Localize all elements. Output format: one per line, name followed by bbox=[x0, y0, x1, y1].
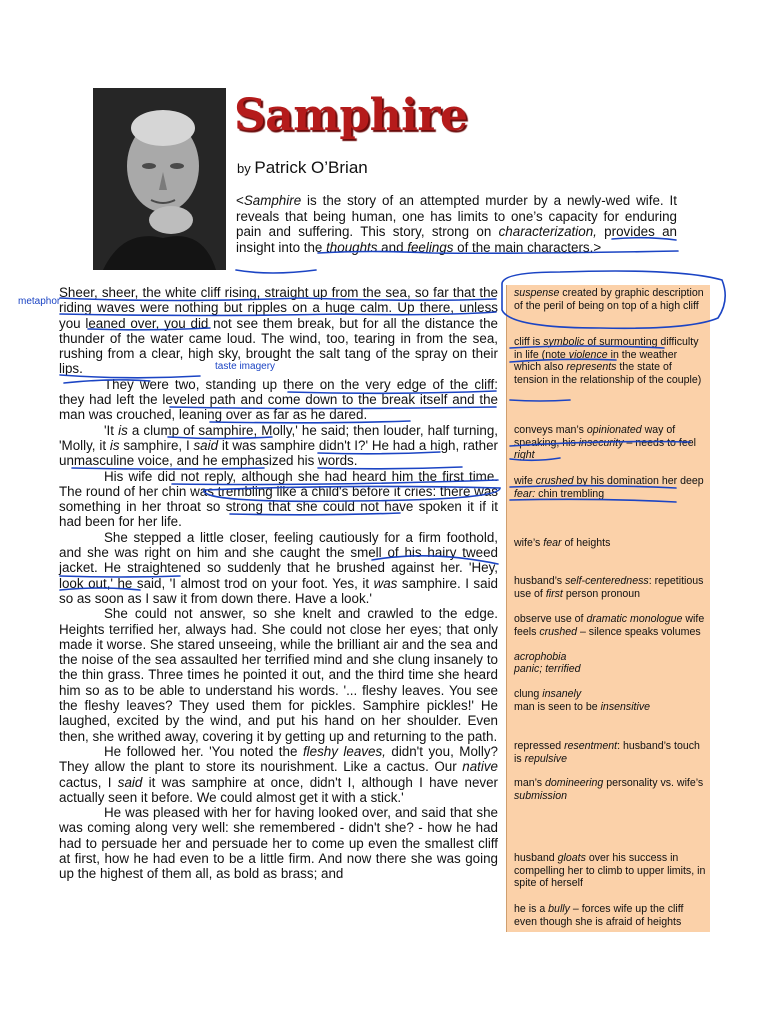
author-name: Patrick O’Brian bbox=[254, 158, 368, 177]
intro-em-2: thoughts bbox=[326, 240, 378, 256]
n8-a: acrophobia bbox=[514, 651, 567, 663]
note-bully bbox=[514, 903, 706, 928]
paragraph-2: They were two, standing up there on the very edge of the cliff: they had left the leveled path and come down to the break itself and the man was crouched, leaning over as far as he dared. bbox=[59, 376, 498, 423]
p5-a: She stepped a little closer, feeling cautiously for a firm foothold, and she was right on him and she caught the smell of his hairy tweed jacket. He straightened so suddenly that he brushed against her. 'Hey, look out,' he said, 'I almost trod on your foot. Yes, it bbox=[59, 529, 498, 591]
note-opinionated bbox=[514, 424, 706, 462]
paragraph-6: She could not answer, so she knelt and crawled to the edge. Heights terrified her, always had. She could not close her eyes; that only made it worse. She stared unseeing, while the brilliant air and the sea and the noise of the sea assaulted her terrified mind and she clung insanely to the thin grass. Three times he pointed it out, and the third time she heard him so as to be able to understand his words. '... fleshy leaves. You see the fleshy leaves? They used them for pickles. Samphire pickles!' He laughed, excited by the wind, and put his hand on her shoulder. Even then, she writhed away, covering it by getting up and returning to the path. bbox=[59, 606, 498, 744]
n12-b: resentment bbox=[564, 740, 618, 752]
p7-g: it was samphire at once, didn't I, although I have never actually seen it before. We could almost get it with a stick.' bbox=[59, 774, 498, 805]
n14-b: gloats bbox=[557, 852, 586, 864]
paragraph-1: Sheer, sheer, the white cliff rising, straight up from the sea, so far that the riding waves were nothing but ripples on a huge calm. Up there, unless you leaned over, you did not see them break, but for all the distance the thunder of the water came loud. The wind, too, tearing in from the sea, rushing from a clear, high sky, brought the salt tang of the spray on their lips. bbox=[59, 285, 498, 377]
intro-story-title: Samphire bbox=[243, 193, 302, 208]
note-domineering bbox=[514, 777, 706, 802]
p3-a: 'It bbox=[104, 422, 119, 438]
n10-a: clung bbox=[514, 688, 543, 700]
n9-a: panic; terrified bbox=[514, 663, 581, 675]
n3-b: opinionated bbox=[586, 424, 642, 436]
n4-d: fear: bbox=[514, 487, 536, 500]
note-gloats bbox=[514, 852, 706, 890]
n5-a: wife’s bbox=[514, 537, 544, 549]
page-title: Samphire bbox=[234, 90, 468, 141]
n13-b: domineering bbox=[545, 777, 604, 789]
p3-d: is bbox=[109, 437, 120, 453]
n4-b: crushed bbox=[535, 475, 574, 487]
p5-b: was bbox=[373, 575, 398, 591]
n13-d: submission bbox=[514, 789, 567, 802]
n2-e: in the weather which also bbox=[514, 348, 678, 374]
n7-e: – silence speaks volumes bbox=[577, 625, 701, 638]
n11-a: man is seen to be bbox=[514, 701, 601, 713]
intro-text-3: and bbox=[377, 240, 408, 256]
n15-c: – forces wife up the cliff even though she is afraid of heights bbox=[514, 903, 684, 928]
intro-summary bbox=[236, 193, 677, 256]
note-panic bbox=[514, 663, 706, 676]
story-text bbox=[59, 285, 498, 882]
n2-d: violence bbox=[568, 348, 608, 361]
n12-d: repulsive bbox=[524, 752, 567, 765]
p7-f: said bbox=[117, 774, 143, 790]
handwritten-metaphor-label: metaphor bbox=[18, 296, 61, 307]
note-insensitive bbox=[514, 701, 706, 714]
n14-c: over his success in compelling her to climb to upper limits, in spite of herself bbox=[514, 852, 706, 890]
annotation-sidebar bbox=[506, 285, 710, 932]
n2-b: symbolic bbox=[543, 336, 585, 348]
n3-d: insecurity bbox=[578, 436, 624, 449]
note-crushed bbox=[514, 475, 706, 500]
author-photo bbox=[93, 88, 226, 270]
n1-b: created by graphic description of the peril of being on top of a high cliff bbox=[514, 287, 704, 312]
n2-f: represents bbox=[566, 361, 617, 374]
n11-b: insensitive bbox=[600, 701, 651, 713]
note-dramatic-monologue bbox=[514, 613, 706, 638]
byline-prefix: by bbox=[237, 161, 251, 176]
n1-a: suspense bbox=[514, 287, 560, 299]
paragraph-3 bbox=[59, 423, 498, 469]
intro-text-1: is the story of an attempted murder by a newly-wed wife. It reveals that being human, one has limits to one’s capacity for enduring pain and suffering. This story, strong on bbox=[236, 193, 677, 240]
n6-d: first bbox=[545, 587, 563, 600]
note-acrophobia bbox=[514, 651, 706, 664]
n7-a: observe use of bbox=[514, 613, 587, 625]
n4-e: chin trembling bbox=[535, 487, 605, 500]
paragraph-8: He was pleased with her for having looked over, and said that she was coming along very well: she remembered - didn't she? - how he had had to persuade her and persuade her to come up even the smallest cliff at first, how he had even to be a little firm. And now there she was going up the highest of them all, as bold as brass; and bbox=[59, 805, 498, 882]
n6-b: self-centeredness bbox=[565, 575, 649, 587]
n2-a: cliff is bbox=[514, 336, 544, 348]
n4-c: by his domination her deep bbox=[573, 475, 704, 487]
p7-b: fleshy leaves, bbox=[302, 743, 386, 759]
intro-em-3: feelings bbox=[407, 240, 454, 256]
n7-c: wife feels bbox=[514, 613, 705, 638]
p7-c: didn't you, Molly? They allow the plant to store its nourishment. Like a cactus. Our bbox=[59, 743, 498, 775]
n12-c: : husband’s touch is bbox=[514, 740, 700, 765]
p3-g: it was samphire didn't I?' He had a high, rather unmasculine voice, and he emphasized his words. bbox=[59, 437, 498, 469]
n3-c: way of speaking, his bbox=[514, 424, 676, 449]
n6-e: person pronoun bbox=[562, 587, 641, 600]
n14-a: husband bbox=[514, 852, 558, 864]
byline bbox=[237, 158, 368, 178]
p3-e: samphire, I bbox=[119, 437, 194, 453]
n2-g: the state of tension in the relationship of the couple) bbox=[514, 361, 702, 386]
p7-e: cactus, I bbox=[59, 774, 118, 790]
p7-d: native bbox=[462, 759, 498, 775]
intro-open: < bbox=[236, 193, 244, 208]
intro-text-2: provides an insight into the bbox=[236, 224, 677, 256]
paragraph-5 bbox=[59, 530, 498, 606]
p7-a: He followed her. 'You noted the bbox=[104, 743, 303, 759]
note-suspense bbox=[514, 287, 706, 312]
underline-characters bbox=[236, 270, 316, 273]
n13-a: man’s bbox=[514, 777, 546, 789]
n7-b: dramatic monologue bbox=[586, 613, 683, 625]
n3-a: conveys man’s bbox=[514, 424, 587, 436]
n2-c: of surmounting difficulty in life (note bbox=[514, 336, 699, 361]
n5-c: of heights bbox=[561, 537, 611, 549]
n6-c: : repetitious use of bbox=[514, 575, 704, 600]
note-resentment bbox=[514, 740, 706, 765]
n3-e: – needs to feel bbox=[623, 436, 696, 449]
n6-a: husband’s bbox=[514, 575, 566, 587]
n3-f: right bbox=[514, 449, 535, 462]
p3-c: a clump of samphire, Molly,' he said; then louder, half turning, 'Molly, it bbox=[59, 422, 499, 453]
intro-em-1: characterization, bbox=[498, 224, 597, 240]
n15-b: bully bbox=[548, 903, 570, 915]
n15-a: he is a bbox=[514, 903, 549, 915]
n12-a: repressed bbox=[514, 740, 565, 752]
n7-d: crushed bbox=[539, 625, 578, 638]
intro-text-4: of the main characters.> bbox=[453, 240, 602, 256]
note-self-centeredness bbox=[514, 575, 706, 600]
author-portrait-image bbox=[93, 88, 226, 270]
p5-c: samphire. I said so as soon as I saw it from down there. Have a look.' bbox=[59, 575, 498, 606]
p3-b: is bbox=[118, 422, 128, 438]
n10-b: insanely bbox=[542, 688, 582, 700]
paragraph-4: His wife did not reply, although she had heard him the first time. The round of her chin was trembling like a child's before it cries: there was something in her throat so strong that she could not have spoken it if it had been for her life. bbox=[59, 468, 498, 530]
note-clung bbox=[514, 688, 706, 701]
note-fear-heights bbox=[514, 537, 706, 550]
handwritten-taste-imagery-label: taste imagery bbox=[215, 361, 276, 372]
n4-a: wife bbox=[514, 475, 536, 487]
paragraph-7 bbox=[59, 744, 498, 805]
p3-f: said bbox=[193, 437, 219, 453]
n5-b: fear bbox=[543, 537, 562, 549]
note-symbolic-cliff bbox=[514, 336, 706, 386]
n13-c: personality vs. wife’s bbox=[603, 777, 704, 789]
